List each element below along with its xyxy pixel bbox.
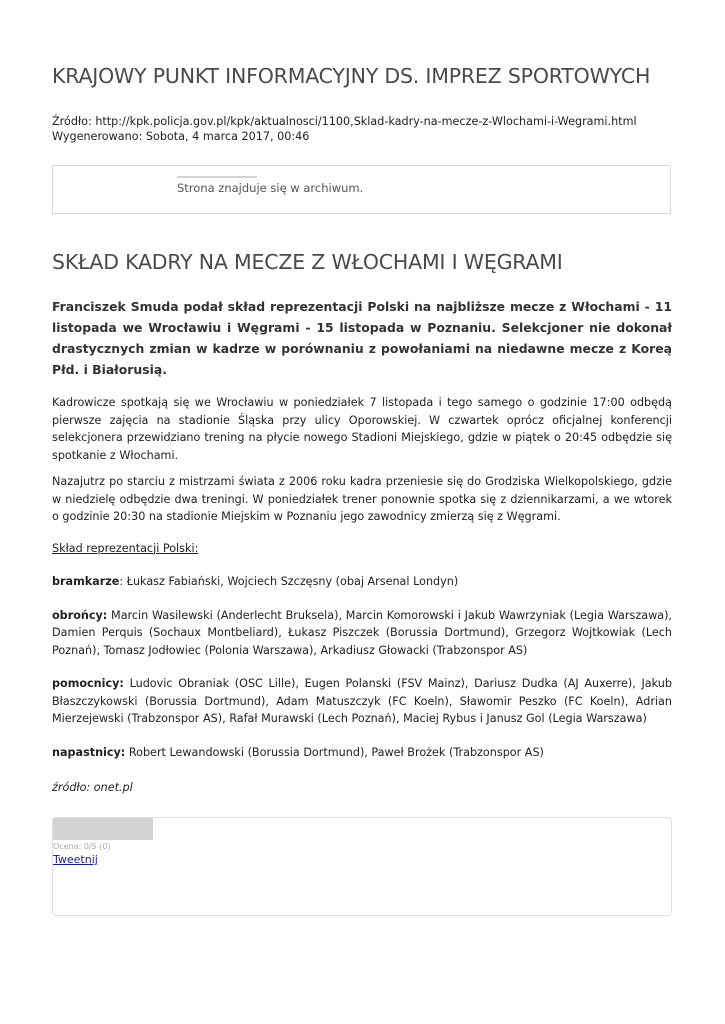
rating-box — [52, 817, 672, 916]
group-separator: : — [119, 575, 127, 588]
article-body — [52, 296, 672, 797]
squad-group-midfielders — [52, 675, 672, 728]
tweet-link[interactable]: Tweetnij — [53, 853, 98, 866]
document-meta — [52, 114, 637, 144]
article-paragraph: Kadrowicze spotkają się we Wrocławiu w poniedziałek 7 listopada i tego samego o godzinie 17:00 odbędą pierwsze zajęcia na stadionie Śląska przy ulicy Oporowskiej. W czwartek oprócz oficjalnej konferencji selekcjonera przewidziano trening na płycie nowego Stadioni Miejskiego, gdzie w piątek o 20:45 odbędzie się spotkanie z Włochami. — [52, 396, 672, 462]
source-url: Źródło: http://kpk.policja.gov.pl/kpk/aktualnosci/1100,Sklad-kadry-na-mecze-z-Wlochami-i-Wegrami.html — [52, 115, 637, 128]
archive-notice: Strona znajduje się w archiwum. — [177, 181, 364, 195]
squad-group-forwards — [52, 744, 672, 762]
rating-stars[interactable] — [53, 818, 153, 840]
group-players: Robert Lewandowski (Borussia Dortmund), Paweł Brożek (Trabzonspor AS) — [128, 745, 544, 759]
group-players: Łukasz Fabiański, Wojciech Szczęsny (obaj Arsenal Londyn) — [126, 575, 459, 588]
group-players: Ludovic Obraniak (OSC Lille), Eugen Polanski (FSV Mainz), Dariusz Dudka (AJ Auxerre), Jakub Błaszczykowski (Borussia Dortmund), Adam Matuszczyk (FC Koeln), Sławomir Peszko (FC Koeln), Adrian Mierzejewski (Trabzonspor AS), Rafał Murawski (Lech Poznań), Maciej Rybus i Janusz Gol (Legia Warszawa) — [52, 677, 672, 725]
group-label: napastnicy: — [52, 745, 126, 759]
group-label: obrońcy: — [52, 608, 108, 622]
group-label: bramkarze — [52, 575, 120, 588]
group-label: pomocnicy: — [52, 677, 124, 690]
article-lead: Franciszek Smuda podał skład reprezentacji Polski na najbliższe mecze z Włochami - 11 listopada we Wrocławiu i Węgrami - 15 listopada w Poznaniu. Selekcjoner nie dokonał drastycznych zmian w kadrze w porównaniu z powołaniami na niedawne mecze z Koreą Płd. i Białorusią. — [52, 299, 672, 377]
group-players: Marcin Wasilewski (Anderlecht Bruksela), Marcin Komorowski i Jakub Wawrzyniak (Legia Warszawa), Damien Perquis (Sochaux Montbeliard), Łukasz Piszczek (Borussia Dortmund), Grzegorz Wojtkowiak (Lech Poznań), Tomasz Jodłowiec (Polonia Warszawa), Arkadiusz Głowacki (Trabzonspor AS) — [52, 608, 672, 657]
generated-date: Wygenerowano: Sobota, 4 marca 2017, 00:46 — [52, 130, 310, 143]
archive-notice-box — [52, 165, 671, 214]
article-source: źródło: onet.pl — [52, 781, 133, 794]
site-title: KRAJOWY PUNKT INFORMACYJNY DS. IMPREZ SPORTOWYCH — [52, 64, 651, 88]
article-title: SKŁAD KADRY NA MECZE Z WŁOCHAMI I WĘGRAMI — [52, 250, 563, 274]
squad-group-goalkeepers — [52, 573, 672, 591]
archive-divider — [177, 176, 257, 178]
squad-group-defenders — [52, 607, 672, 660]
rating-score: Ocena: 0/5 (0) — [53, 842, 111, 851]
squad-heading: Skład reprezentacji Polski: — [52, 541, 199, 555]
article-paragraph: Nazajutrz po starciu z mistrzami świata z 2006 roku kadra przeniesie się do Grodziska Wielkopolskiego, gdzie w niedzielę odbędzie dwa treningi. W poniedziałek trener ponownie spotka się z dziennikarzami, a we wtorek o godzinie 20:30 na stadionie Miejskim w Poznaniu jego zawodnicy zmierzą się z Węgrami. — [52, 475, 672, 523]
